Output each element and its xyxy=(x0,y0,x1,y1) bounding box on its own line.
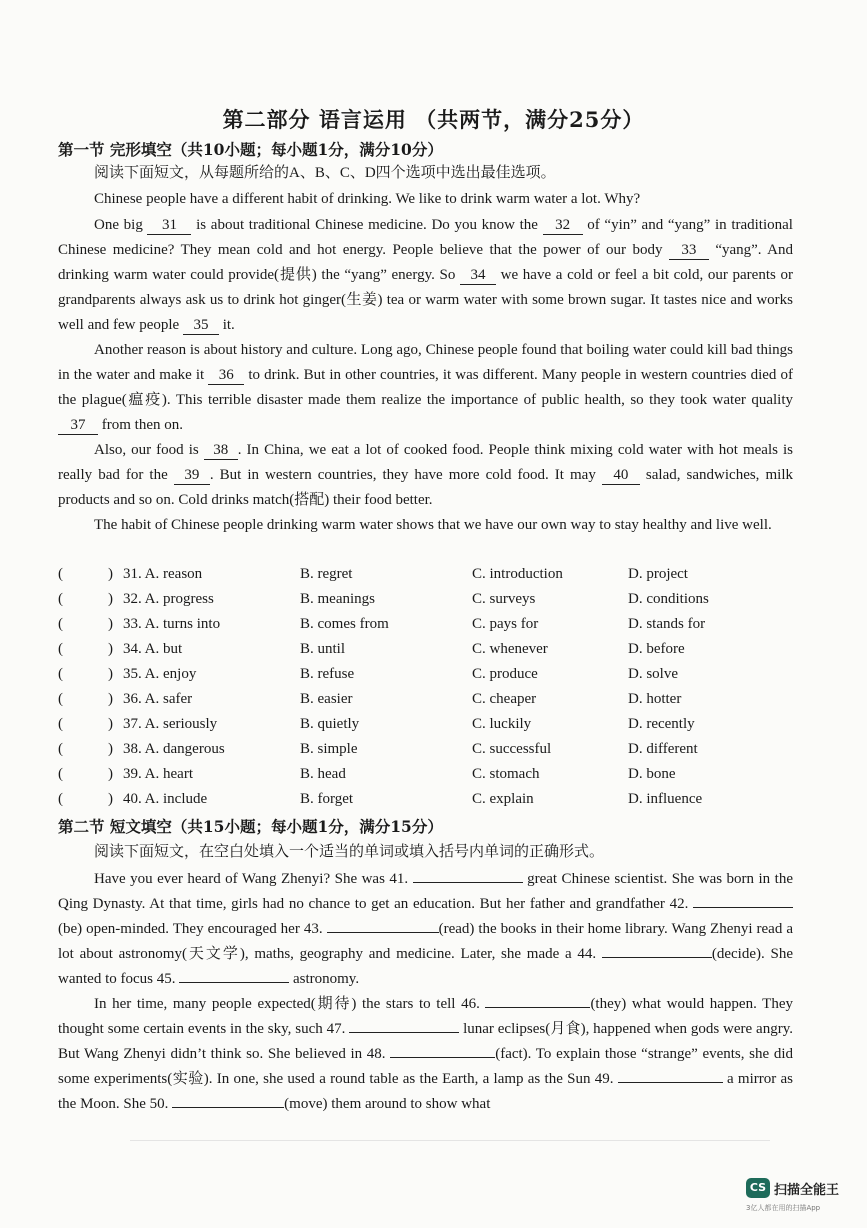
option-row: ( ) 35. A. enjoy B. refuse C. produce D. solve xyxy=(58,666,678,682)
blank-42[interactable] xyxy=(693,893,793,908)
blank-31[interactable]: 31 xyxy=(147,216,191,235)
option-row: ( ) 36. A. safer B. easier C. cheaper D. hotter xyxy=(58,691,682,707)
cloze-paragraph-2: One big 31 is about traditional Chinese medicine. Do you know the 32 of “yin” and “yang” in traditional Chinese medicine? They mean cold and hot energy. People believe that the power of our body 33 “yang”. And drinking warm water could provide(提供) the “yang” energy. So 34 we have a cold or feel a bit cold, our parents or grandparents always ask us to drink hot ginger(生姜) tea or warm water with some brown sugar. It tastes nice and works well and few people 35 it. xyxy=(58,217,793,333)
section2-heading: 第二节 短文填空（共15小题；每小题1分，满分15分） xyxy=(58,817,443,836)
gapfill-paragraph-2: In her time, many people expected(期待) the stars to tell 46. (they) what would happen. They thought some certain events in the sky, such 47. lunar eclipses(月食), happened when gods were angry. But Wang Zhenyi didn’t think so. She believed in 48. (fact). To explain those “strange” events, she did some experiments(实验). In one, she used a round table as the Earth, a lamp as the Sun 49. a mirror as the Moon. She 50. (move) them around to show what xyxy=(58,992,793,1117)
section2-instruction: 阅读下面短文，在空白处填入一个适当的单词或填入括号内单词的正确形式。 xyxy=(94,844,605,860)
option-row: ( ) 40. A. include B. forget C. explain D. influence xyxy=(58,791,703,807)
blank-36[interactable]: 36 xyxy=(208,366,244,385)
blank-35[interactable]: 35 xyxy=(183,316,219,335)
option-row: ( ) 33. A. turns into B. comes from C. pays for D. stands for xyxy=(58,616,706,632)
blank-50[interactable] xyxy=(172,1093,284,1108)
watermark-tagline: 3亿人都在用的扫描App xyxy=(746,1204,821,1212)
cloze-paragraph-3: Another reason is about history and culture. Long ago, Chinese people found that boiling water could kill bad things in the water and make it 36 to drink. But in other countries, it was different. Many people in western countries died of the plague(瘟疫). This terrible disaster made them realize the importance of public health, so they took water quality 37 from then on. xyxy=(58,342,793,433)
blank-49[interactable] xyxy=(618,1068,723,1083)
cloze-paragraph-5: The habit of Chinese people drinking warm water shows that we have our own way to stay healthy and live well. xyxy=(94,517,772,533)
page-divider xyxy=(130,1140,770,1141)
blank-40[interactable]: 40 xyxy=(602,466,640,485)
section1-instruction: 阅读下面短文，从每题所给的A、B、C、D四个选项中选出最佳选项。 xyxy=(94,165,556,181)
cloze-paragraph-4: Also, our food is 38 . In China, we eat a lot of cooked food. People think mixing cold water with hot meals is really bad for the 39 . But in western countries, they have more cold food. It may 40 salad, sandwiches, milk products and so on. Cold drinks match(搭配) their food better. xyxy=(58,442,793,508)
option-row: ( ) 39. A. heart B. head C. stomach D. bone xyxy=(58,766,676,782)
blank-44[interactable] xyxy=(602,943,712,958)
options-table xyxy=(58,563,818,813)
option-row: ( ) 32. A. progress B. meanings C. surveys D. conditions xyxy=(58,591,709,607)
blank-47[interactable] xyxy=(349,1018,459,1033)
option-row: ( ) 34. A. but B. until C. whenever D. before xyxy=(58,641,685,657)
blank-39[interactable]: 39 xyxy=(174,466,210,485)
part-title: 第二部分 语言运用 （共两节，满分25分） xyxy=(222,107,645,132)
gapfill-paragraph-1: Have you ever heard of Wang Zhenyi? She was 41. great Chinese scientist. She was born in the Qing Dynasty. At that time, girls had no chance to get an education. But her father and grandfather 42. (be) open-minded. They encouraged her 43. (read) the books in their home library. Wang Zhenyi read a lot about astronomy(天文学), maths, geography and medicine. Later, she made a 44. (decide). She wanted to focus 45. astronomy. xyxy=(58,867,793,992)
option-row: ( ) 37. A. seriously B. quietly C. luckily D. recently xyxy=(58,716,695,732)
blank-45[interactable] xyxy=(179,968,289,983)
option-row: ( ) 31. A. reason B. regret C. introduction D. project xyxy=(58,566,688,582)
blank-43[interactable] xyxy=(327,918,439,933)
blank-38[interactable]: 38 xyxy=(204,441,238,460)
blank-34[interactable]: 34 xyxy=(460,266,496,285)
blank-46[interactable] xyxy=(485,993,590,1008)
section1-heading: 第一节 完形填空（共10小题；每小题1分，满分10分） xyxy=(58,140,443,159)
blank-48[interactable] xyxy=(390,1043,495,1058)
option-row: ( ) 38. A. dangerous B. simple C. successful D. different xyxy=(58,741,698,757)
watermark-name: 扫描全能王 xyxy=(774,1182,840,1198)
cloze-paragraph-1: Chinese people have a different habit of drinking. We like to drink warm water a lot. Why? xyxy=(94,191,641,207)
scanner-watermark xyxy=(746,1178,839,1198)
blank-37[interactable]: 37 xyxy=(58,416,98,435)
blank-32[interactable]: 32 xyxy=(543,216,583,235)
blank-41[interactable] xyxy=(413,868,523,883)
blank-33[interactable]: 33 xyxy=(669,241,709,260)
camscanner-logo-icon: CS xyxy=(746,1178,770,1198)
